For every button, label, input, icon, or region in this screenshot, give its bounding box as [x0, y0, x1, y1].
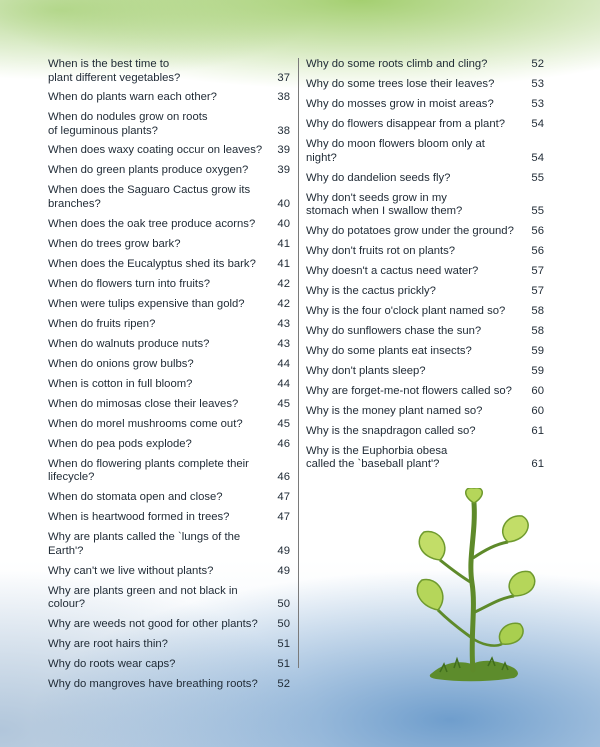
toc-entry[interactable]	[48, 144, 290, 158]
toc-entry[interactable]	[48, 338, 290, 352]
toc-entry[interactable]	[48, 458, 290, 485]
toc-question: When do nodules grow on roots of leguminous plants?	[48, 111, 208, 137]
toc-page-number: 43	[277, 317, 290, 330]
plant-icon	[410, 488, 540, 683]
toc-page-number: 44	[277, 357, 290, 370]
toc-question: Why is the Euphorbia obesa called the `baseball plant'?	[306, 444, 448, 470]
toc-page-number: 60	[531, 384, 544, 397]
toc-entry[interactable]	[48, 298, 290, 312]
toc-question: Why do mangroves have breathing roots?	[48, 678, 258, 690]
toc-entry[interactable]	[306, 172, 544, 186]
toc-page-number: 42	[277, 277, 290, 290]
toc-entry[interactable]	[306, 192, 544, 219]
toc-entry[interactable]	[306, 325, 544, 339]
toc-question: Why do some plants eat insects?	[306, 344, 472, 357]
toc-question: Why do mosses grow in moist areas?	[306, 98, 494, 110]
toc-entry[interactable]	[48, 258, 290, 272]
toc-page-number: 58	[531, 324, 544, 337]
toc-entry[interactable]	[48, 111, 290, 138]
toc-entry[interactable]	[306, 305, 544, 319]
toc-entry[interactable]	[48, 565, 290, 579]
toc-entry[interactable]	[306, 265, 544, 279]
toc-question: When does the oak tree produce acorns?	[48, 217, 256, 230]
toc-page-number: 51	[277, 658, 290, 670]
toc-entry[interactable]	[48, 491, 290, 505]
toc-entry[interactable]	[48, 418, 290, 432]
toc-question: When do flowers turn into fruits?	[48, 277, 210, 290]
toc-page-number: 39	[277, 144, 290, 156]
toc-entry[interactable]	[48, 511, 290, 525]
toc-question: When does the Saguaro Cactus grow its branches?	[48, 184, 251, 210]
toc-question: Why can't we live without plants?	[48, 564, 214, 577]
toc-entry[interactable]	[306, 285, 544, 299]
toc-page-number: 52	[277, 678, 290, 690]
toc-question: Why don't plants sleep?	[306, 364, 426, 377]
toc-entry[interactable]	[48, 164, 290, 178]
toc-page-number: 40	[277, 197, 290, 210]
toc-question: When does waxy coating occur on leaves?	[48, 144, 263, 156]
toc-question: Why do sunflowers chase the sun?	[306, 324, 482, 337]
toc-question: When do onions grow bulbs?	[48, 357, 194, 370]
toc-page-number: 45	[277, 397, 290, 410]
toc-page-number: 61	[531, 458, 544, 470]
toc-question: Why is the cactus prickly?	[306, 284, 436, 297]
toc-entry[interactable]	[48, 238, 290, 252]
toc-page-number: 52	[531, 58, 544, 70]
toc-page-number: 46	[277, 471, 290, 483]
toc-question: Why do potatoes grow under the ground?	[306, 224, 514, 237]
toc-question: Why are weeds not good for other plants?	[48, 618, 258, 630]
toc-page-number: 44	[277, 377, 290, 390]
toc-question: Why do some trees lose their leaves?	[306, 78, 495, 90]
toc-question: Why do dandelion seeds fly?	[306, 171, 451, 184]
toc-question: Why is the four o'clock plant named so?	[306, 304, 506, 317]
toc-question: When does the Eucalyptus shed its bark?	[48, 257, 256, 270]
toc-question: When do stomata open and close?	[48, 491, 223, 503]
toc-question: When is heartwood formed in trees?	[48, 511, 230, 523]
toc-entry[interactable]	[306, 245, 544, 259]
toc-entry[interactable]	[306, 118, 544, 132]
toc-entry[interactable]	[48, 378, 290, 392]
toc-page-number: 49	[277, 564, 290, 577]
toc-page-number: 55	[531, 205, 544, 217]
toc-page-number: 47	[277, 511, 290, 523]
toc-entry[interactable]	[48, 618, 290, 632]
toc-page-number: 43	[277, 337, 290, 350]
toc-page-number: 50	[277, 598, 290, 610]
toc-question: When do morel mushrooms come out?	[48, 417, 243, 430]
toc-question: Why do some roots climb and cling?	[306, 58, 488, 70]
toc-question: Why do roots wear caps?	[48, 658, 176, 670]
toc-left-column	[48, 58, 290, 698]
toc-page-number: 40	[277, 217, 290, 230]
toc-question: Why are forget-me-not flowers called so?	[306, 384, 512, 397]
toc-entry[interactable]	[48, 658, 290, 672]
toc-question: When do plants warn each other?	[48, 91, 217, 103]
toc-question: When were tulips expensive than gold?	[48, 297, 245, 310]
toc-question: When do trees grow bark?	[48, 237, 181, 250]
toc-question: When do mimosas close their leaves?	[48, 397, 239, 410]
toc-question: When is cotton in full bloom?	[48, 377, 193, 390]
toc-entry[interactable]	[48, 531, 290, 558]
toc-page-number: 39	[277, 164, 290, 176]
toc-entry[interactable]	[48, 184, 290, 211]
toc-page-number: 41	[277, 237, 290, 250]
column-divider	[298, 58, 299, 668]
toc-entry[interactable]	[48, 438, 290, 452]
toc-page-number: 46	[277, 437, 290, 450]
toc-question: When do green plants produce oxygen?	[48, 164, 249, 176]
toc-right-column	[306, 58, 544, 478]
toc-question: Why do moon flowers bloom only at night?	[306, 138, 485, 164]
toc-entry[interactable]	[306, 345, 544, 359]
toc-page-number: 42	[277, 297, 290, 310]
toc-entry[interactable]	[48, 58, 290, 85]
toc-question: When is the best time to plant different vegetables?	[48, 58, 181, 84]
toc-page-number: 50	[277, 618, 290, 630]
toc-question: When do pea pods explode?	[48, 437, 192, 450]
toc-page-number: 53	[531, 78, 544, 90]
toc-entry[interactable]	[48, 398, 290, 412]
toc-page-number: 41	[277, 257, 290, 270]
toc-page-number: 53	[531, 98, 544, 110]
toc-entry[interactable]	[48, 585, 290, 612]
toc-question: Why is the snapdragon called so?	[306, 424, 476, 437]
toc-question: Why are root hairs thin?	[48, 638, 168, 650]
toc-entry[interactable]	[48, 91, 290, 105]
toc-entry[interactable]	[48, 678, 290, 692]
toc-question: When do flowering plants complete their lifecycle?	[48, 457, 249, 483]
toc-page-number: 37	[277, 71, 290, 84]
toc-entry[interactable]	[306, 405, 544, 419]
toc-question: Why doesn't a cactus need water?	[306, 264, 479, 277]
toc-entry[interactable]	[48, 358, 290, 372]
toc-page-number: 55	[531, 171, 544, 184]
toc-page-number: 38	[277, 91, 290, 103]
toc-entry[interactable]	[306, 225, 544, 239]
toc-entry[interactable]	[48, 278, 290, 292]
toc-page-number: 38	[277, 124, 290, 137]
toc-page-number: 45	[277, 417, 290, 430]
toc-page-number: 54	[531, 151, 544, 164]
toc-page-number: 56	[531, 224, 544, 237]
toc-page-number: 56	[531, 244, 544, 257]
toc-question: Why do flowers disappear from a plant?	[306, 118, 506, 130]
toc-page-number: 57	[531, 284, 544, 297]
toc-entry[interactable]	[306, 58, 544, 72]
toc-question: Why are plants green and not black in colour?	[48, 584, 238, 610]
toc-page-number: 59	[531, 344, 544, 357]
toc-page-number: 59	[531, 364, 544, 377]
toc-entry[interactable]	[306, 138, 544, 165]
toc-question: When do fruits ripen?	[48, 317, 156, 330]
toc-question: Why don't seeds grow in my stomach when I swallow them?	[306, 191, 463, 217]
toc-entry[interactable]	[48, 218, 290, 232]
toc-entry[interactable]	[306, 385, 544, 399]
toc-page-number: 57	[531, 264, 544, 277]
toc-page-number: 61	[531, 424, 544, 437]
toc-page-number: 51	[277, 638, 290, 650]
toc-entry[interactable]	[48, 318, 290, 332]
toc-page-number: 47	[277, 491, 290, 503]
toc-question: Why is the money plant named so?	[306, 404, 483, 417]
toc-entry[interactable]	[48, 638, 290, 652]
toc-page-number: 60	[531, 404, 544, 417]
toc-entry[interactable]	[306, 445, 544, 472]
toc-question: Why are plants called the `lungs of the Earth'?	[48, 531, 241, 557]
toc-page-number: 49	[277, 544, 290, 557]
toc-question: When do walnuts produce nuts?	[48, 337, 210, 350]
toc-question: Why don't fruits rot on plants?	[306, 244, 456, 257]
toc-entry[interactable]	[306, 365, 544, 379]
toc-entry[interactable]	[306, 78, 544, 92]
toc-page-number: 54	[531, 118, 544, 130]
toc-page-number: 58	[531, 304, 544, 317]
toc-entry[interactable]	[306, 98, 544, 112]
toc-entry[interactable]	[306, 425, 544, 439]
